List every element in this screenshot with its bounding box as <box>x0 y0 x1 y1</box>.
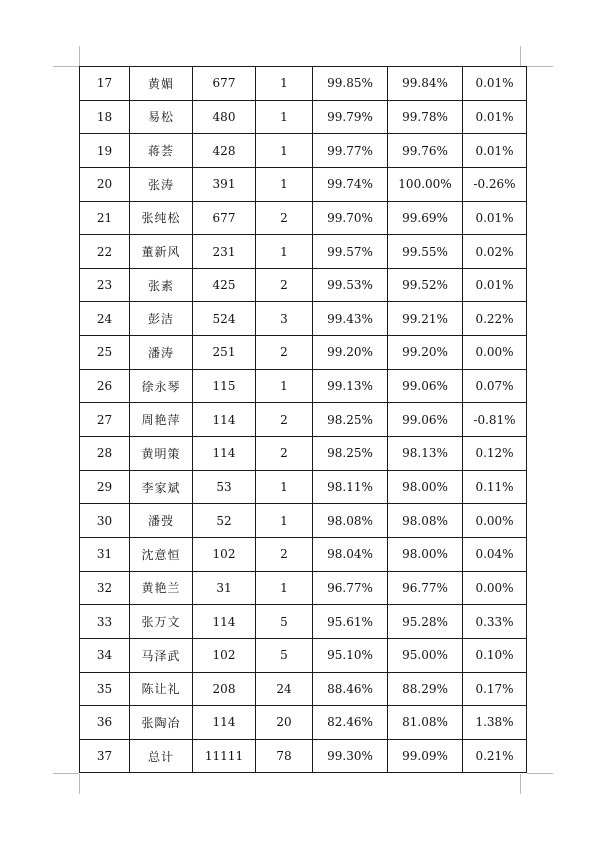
cell-index: 28 <box>80 437 130 471</box>
cell-rate-a: 95.10% <box>313 638 388 672</box>
table-row <box>80 201 527 235</box>
cell-rate-a: 99.85% <box>313 67 388 101</box>
cell-name: 总计 <box>130 739 193 773</box>
cell-total: 31 <box>193 571 256 605</box>
cell-rate-b: 98.08% <box>388 504 463 538</box>
cell-index: 29 <box>80 470 130 504</box>
cell-diff: 0.01% <box>463 268 527 302</box>
table-row <box>80 336 527 370</box>
cell-total: 11111 <box>193 739 256 773</box>
cell-count: 2 <box>256 437 313 471</box>
cell-rate-a: 98.04% <box>313 537 388 571</box>
cell-name: 沈意恒 <box>130 537 193 571</box>
cell-total: 114 <box>193 437 256 471</box>
cell-index: 19 <box>80 134 130 168</box>
cell-diff: 1.38% <box>463 706 527 740</box>
cell-total: 115 <box>193 369 256 403</box>
cell-name: 李家斌 <box>130 470 193 504</box>
cell-count: 78 <box>256 739 313 773</box>
cell-rate-a: 99.13% <box>313 369 388 403</box>
table-row <box>80 302 527 336</box>
cell-diff: 0.11% <box>463 470 527 504</box>
cell-name: 潘弢 <box>130 504 193 538</box>
table-row <box>80 369 527 403</box>
cell-count: 1 <box>256 235 313 269</box>
cell-count: 2 <box>256 537 313 571</box>
cell-count: 2 <box>256 403 313 437</box>
cell-diff: 0.04% <box>463 537 527 571</box>
crop-mark-top-left-h <box>53 66 79 67</box>
crop-mark-bottom-left-v <box>79 774 80 794</box>
cell-rate-a: 98.25% <box>313 437 388 471</box>
cell-rate-a: 99.30% <box>313 739 388 773</box>
cell-count: 2 <box>256 201 313 235</box>
cell-index: 37 <box>80 739 130 773</box>
cell-name: 董新风 <box>130 235 193 269</box>
cell-rate-a: 88.46% <box>313 672 388 706</box>
cell-rate-a: 95.61% <box>313 605 388 639</box>
cell-total: 524 <box>193 302 256 336</box>
crop-mark-bottom-right-v <box>520 774 521 794</box>
cell-total: 102 <box>193 638 256 672</box>
table-row <box>80 638 527 672</box>
table-row <box>80 67 527 101</box>
cell-diff: 0.12% <box>463 437 527 471</box>
cell-name: 黄艳兰 <box>130 571 193 605</box>
cell-rate-b: 81.08% <box>388 706 463 740</box>
cell-count: 1 <box>256 470 313 504</box>
cell-diff: -0.26% <box>463 167 527 201</box>
cell-name: 蒋荟 <box>130 134 193 168</box>
cell-diff: 0.00% <box>463 571 527 605</box>
table-row <box>80 100 527 134</box>
cell-rate-b: 99.09% <box>388 739 463 773</box>
cell-rate-b: 99.78% <box>388 100 463 134</box>
cell-name: 陈让礼 <box>130 672 193 706</box>
cell-total: 114 <box>193 605 256 639</box>
cell-name: 张纯松 <box>130 201 193 235</box>
table-row <box>80 437 527 471</box>
cell-index: 36 <box>80 706 130 740</box>
table-row <box>80 672 527 706</box>
cell-rate-a: 99.43% <box>313 302 388 336</box>
cell-rate-a: 96.77% <box>313 571 388 605</box>
table-row <box>80 470 527 504</box>
cell-count: 1 <box>256 134 313 168</box>
cell-count: 5 <box>256 638 313 672</box>
cell-total: 391 <box>193 167 256 201</box>
cell-rate-b: 99.52% <box>388 268 463 302</box>
cell-rate-a: 98.25% <box>313 403 388 437</box>
cell-index: 34 <box>80 638 130 672</box>
cell-diff: 0.01% <box>463 134 527 168</box>
cell-total: 114 <box>193 706 256 740</box>
cell-index: 23 <box>80 268 130 302</box>
cell-diff: 0.33% <box>463 605 527 639</box>
cell-rate-b: 98.00% <box>388 470 463 504</box>
cell-index: 24 <box>80 302 130 336</box>
cell-diff: 0.01% <box>463 67 527 101</box>
cell-rate-a: 98.08% <box>313 504 388 538</box>
table-row <box>80 167 527 201</box>
cell-rate-b: 95.00% <box>388 638 463 672</box>
cell-index: 18 <box>80 100 130 134</box>
cell-rate-b: 99.84% <box>388 67 463 101</box>
cell-rate-b: 88.29% <box>388 672 463 706</box>
cell-name: 彭洁 <box>130 302 193 336</box>
cell-total: 114 <box>193 403 256 437</box>
cell-diff: 0.07% <box>463 369 527 403</box>
cell-count: 1 <box>256 167 313 201</box>
cell-rate-b: 98.13% <box>388 437 463 471</box>
cell-total: 677 <box>193 201 256 235</box>
cell-count: 1 <box>256 100 313 134</box>
cell-rate-a: 99.57% <box>313 235 388 269</box>
cell-rate-b: 100.00% <box>388 167 463 201</box>
table-row <box>80 739 527 773</box>
cell-count: 2 <box>256 268 313 302</box>
cell-name: 张素 <box>130 268 193 302</box>
cell-diff: 0.10% <box>463 638 527 672</box>
data-table-body <box>80 67 527 773</box>
table-row <box>80 235 527 269</box>
cell-count: 1 <box>256 571 313 605</box>
cell-count: 1 <box>256 369 313 403</box>
cell-rate-b: 95.28% <box>388 605 463 639</box>
table-row <box>80 134 527 168</box>
cell-index: 25 <box>80 336 130 370</box>
cell-name: 黄媚 <box>130 67 193 101</box>
cell-total: 425 <box>193 268 256 302</box>
data-table <box>79 66 527 773</box>
cell-count: 20 <box>256 706 313 740</box>
cell-index: 26 <box>80 369 130 403</box>
table-row <box>80 605 527 639</box>
table-row <box>80 504 527 538</box>
cell-total: 208 <box>193 672 256 706</box>
cell-index: 31 <box>80 537 130 571</box>
crop-mark-top-right-v <box>520 46 521 66</box>
crop-mark-bottom-right-h <box>527 773 553 774</box>
cell-name: 易松 <box>130 100 193 134</box>
cell-diff: 0.00% <box>463 336 527 370</box>
cell-index: 21 <box>80 201 130 235</box>
cell-name: 潘涛 <box>130 336 193 370</box>
cell-count: 1 <box>256 504 313 538</box>
cell-total: 480 <box>193 100 256 134</box>
cell-name: 张万文 <box>130 605 193 639</box>
cell-rate-a: 82.46% <box>313 706 388 740</box>
cell-rate-b: 99.20% <box>388 336 463 370</box>
cell-count: 2 <box>256 336 313 370</box>
cell-rate-b: 98.00% <box>388 537 463 571</box>
cell-rate-b: 99.21% <box>388 302 463 336</box>
crop-mark-bottom-left-h <box>53 773 79 774</box>
cell-index: 33 <box>80 605 130 639</box>
cell-name: 马泽武 <box>130 638 193 672</box>
cell-rate-b: 99.69% <box>388 201 463 235</box>
table-row <box>80 268 527 302</box>
cell-rate-b: 99.55% <box>388 235 463 269</box>
cell-rate-a: 98.11% <box>313 470 388 504</box>
cell-rate-a: 99.53% <box>313 268 388 302</box>
cell-diff: 0.00% <box>463 504 527 538</box>
cell-index: 35 <box>80 672 130 706</box>
cell-count: 3 <box>256 302 313 336</box>
cell-name: 黄明策 <box>130 437 193 471</box>
cell-name: 张涛 <box>130 167 193 201</box>
cell-rate-a: 99.77% <box>313 134 388 168</box>
cell-total: 251 <box>193 336 256 370</box>
cell-total: 231 <box>193 235 256 269</box>
cell-index: 30 <box>80 504 130 538</box>
cell-total: 102 <box>193 537 256 571</box>
cell-total: 677 <box>193 67 256 101</box>
cell-diff: -0.81% <box>463 403 527 437</box>
cell-total: 428 <box>193 134 256 168</box>
cell-rate-a: 99.20% <box>313 336 388 370</box>
cell-diff: 0.01% <box>463 100 527 134</box>
cell-rate-a: 99.79% <box>313 100 388 134</box>
table-row <box>80 403 527 437</box>
table-row <box>80 706 527 740</box>
cell-rate-a: 99.70% <box>313 201 388 235</box>
cell-rate-b: 96.77% <box>388 571 463 605</box>
cell-name: 徐永琴 <box>130 369 193 403</box>
cell-rate-b: 99.06% <box>388 369 463 403</box>
cell-diff: 0.21% <box>463 739 527 773</box>
cell-name: 张陶冶 <box>130 706 193 740</box>
cell-total: 53 <box>193 470 256 504</box>
table-row <box>80 537 527 571</box>
cell-count: 24 <box>256 672 313 706</box>
cell-index: 17 <box>80 67 130 101</box>
cell-rate-a: 99.74% <box>313 167 388 201</box>
cell-rate-b: 99.06% <box>388 403 463 437</box>
table-row <box>80 571 527 605</box>
cell-diff: 0.22% <box>463 302 527 336</box>
cell-rate-b: 99.76% <box>388 134 463 168</box>
cell-diff: 0.01% <box>463 201 527 235</box>
cell-count: 5 <box>256 605 313 639</box>
cell-diff: 0.02% <box>463 235 527 269</box>
crop-mark-top-right-h <box>527 66 553 67</box>
cell-name: 周艳萍 <box>130 403 193 437</box>
cell-index: 20 <box>80 167 130 201</box>
cell-index: 27 <box>80 403 130 437</box>
crop-mark-top-left-v <box>79 46 80 66</box>
cell-total: 52 <box>193 504 256 538</box>
cell-diff: 0.17% <box>463 672 527 706</box>
cell-index: 22 <box>80 235 130 269</box>
cell-count: 1 <box>256 67 313 101</box>
cell-index: 32 <box>80 571 130 605</box>
